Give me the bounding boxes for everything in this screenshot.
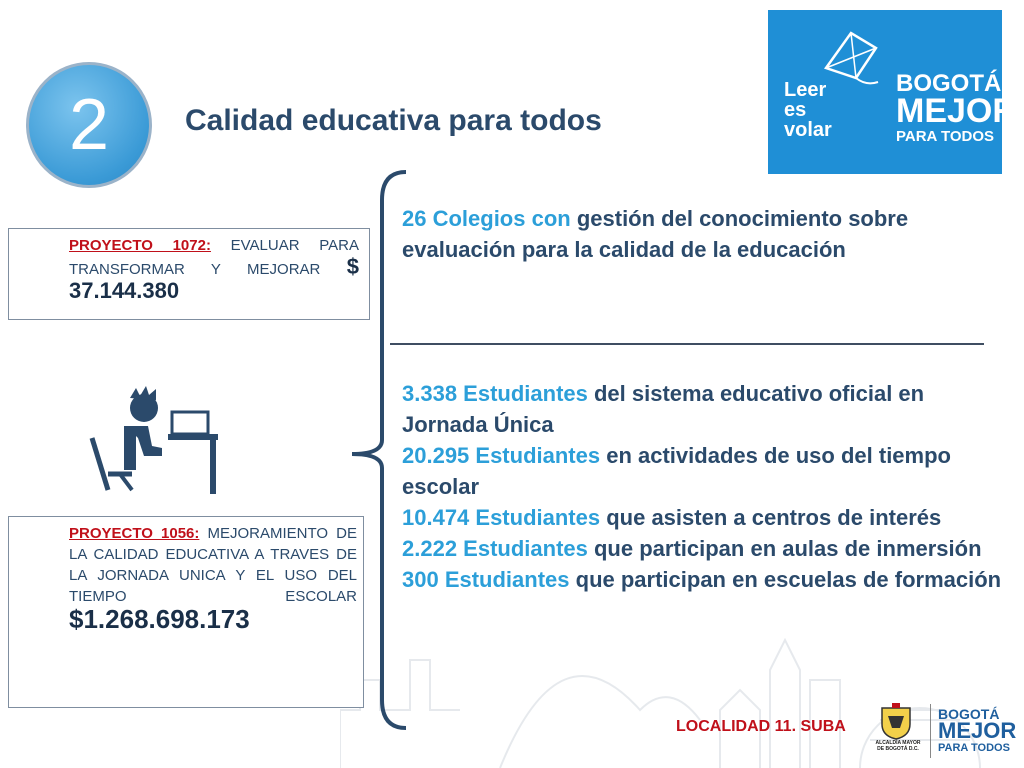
page-title: Calidad educativa para todos bbox=[185, 104, 602, 137]
logo-mejor: MEJOR bbox=[896, 92, 1017, 130]
student-at-computer-icon bbox=[86, 386, 222, 496]
stat-item bbox=[402, 440, 1002, 502]
project-1072-amount: $ 37.144.380 bbox=[69, 254, 359, 303]
bogota-coat-of-arms-icon bbox=[878, 702, 914, 740]
stat-text: del sistema educativo oficial en Jornada Única bbox=[402, 381, 925, 437]
footer-para-todos: PARA TODOS bbox=[938, 742, 1010, 754]
footer-mejor: MEJOR bbox=[938, 718, 1017, 743]
stat-item bbox=[402, 533, 1002, 564]
section-number: 2 bbox=[68, 85, 110, 165]
leer-es-volar-logo bbox=[768, 10, 1017, 174]
project-1056-description: MEJORAMIENTO DE LA CALIDAD EDUCATIVA A TRAVES DE LA JORNADA UNICA Y EL USO DEL TIEMPO ESCOLAR bbox=[69, 525, 357, 605]
logo-leer: Leer bbox=[784, 79, 827, 101]
footer-bogota: BOGOTÁ bbox=[938, 706, 1000, 722]
alcaldia-text: ALCALDÍA MAYOR DE BOGOTÁ D.C. bbox=[875, 740, 921, 752]
stat-text: en actividades de uso del tiempo escolar bbox=[402, 443, 951, 499]
project-1056-box bbox=[8, 516, 364, 708]
stat-item bbox=[402, 564, 1002, 595]
logo-volar: volar bbox=[784, 119, 832, 141]
kite-book-icon bbox=[816, 28, 886, 88]
stat-colegios-highlight: 26 Colegios con bbox=[402, 206, 571, 231]
project-1072-box bbox=[8, 228, 370, 320]
leer-es-volar-text bbox=[784, 80, 832, 140]
footer-logos bbox=[872, 700, 1024, 764]
student-stats-list bbox=[402, 378, 1002, 595]
logo-para-todos: PARA TODOS bbox=[896, 128, 995, 145]
stat-highlight: 3.338 Estudiantes bbox=[402, 381, 588, 406]
stat-text: que participan en aulas de inmersión bbox=[587, 536, 982, 561]
section-number-circle bbox=[26, 62, 152, 188]
curly-bracket bbox=[348, 170, 408, 730]
stat-text: que participan en escuelas de formación bbox=[569, 567, 1002, 592]
divider-line bbox=[390, 343, 984, 345]
stat-colegios bbox=[402, 203, 962, 265]
stat-item bbox=[402, 502, 1002, 533]
locality-label: LOCALIDAD 11. SUBA bbox=[676, 718, 846, 735]
stat-colegios-text: gestión del conocimiento sobre evaluación para la calidad de la educación bbox=[402, 206, 909, 262]
stat-highlight: 20.295 Estudiantes bbox=[402, 443, 601, 468]
project-1072-description: EVALUAR PARA TRANSFORMAR Y MEJORAR bbox=[69, 237, 359, 278]
stat-highlight: 10.474 Estudiantes bbox=[402, 505, 601, 530]
stat-text: que asisten a centros de interés bbox=[600, 505, 942, 530]
project-1072-label: PROYECTO 1072: bbox=[69, 237, 211, 254]
project-1056-label: PROYECTO 1056: bbox=[69, 525, 200, 542]
logo-es: es bbox=[784, 99, 807, 121]
project-1056-amount: $1.268.698.173 bbox=[69, 604, 250, 634]
logo-bogota: BOGOTÁ bbox=[896, 70, 1002, 97]
stat-highlight: 300 Estudiantes bbox=[402, 567, 570, 592]
stat-item bbox=[402, 378, 1002, 440]
footer-separator bbox=[930, 704, 931, 758]
stat-highlight: 2.222 Estudiantes bbox=[402, 536, 588, 561]
